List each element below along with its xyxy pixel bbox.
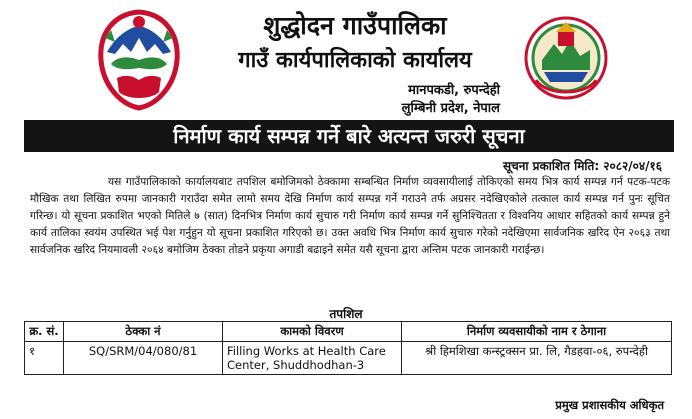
cell-contract-no: SQ/SRM/04/080/81 (64, 342, 223, 375)
details-table (24, 321, 672, 375)
nepal-emblem-icon (93, 8, 185, 112)
header-work-description: कामको विवरण (223, 322, 402, 342)
table-label: तपशिल (329, 307, 363, 321)
municipality-name: शुद्धोदन गाउँपालिका (263, 11, 447, 40)
table-row (25, 342, 672, 375)
signatory-title: प्रमुख प्रशासकीय अधिकृत (555, 398, 664, 412)
office-address: मानपकडी, रुपन्देही (408, 83, 500, 98)
header-contractor: निर्माण व्यवसायीको नाम र ठेगाना (402, 322, 672, 342)
table-header-row (25, 322, 672, 342)
cell-work-description: Filling Works at Health Care Center, Shuddhodhan-3 (223, 342, 402, 375)
cell-contractor: श्री हिमशिखा कन्स्ट्रक्सन प्रा. लि, गैडहवा-०६, रुपन्देही (402, 342, 672, 375)
province-name: लुम्बिनी प्रदेश, नेपाल (401, 101, 500, 116)
notice-title-banner: निर्माण कार्य सम्पन्न गर्ने बारे अत्यन्त जरुरी सूचना (24, 120, 674, 152)
publish-date: सूचना प्रकाशित मिति: २०८२/०४/१६ (502, 159, 662, 173)
notice-body-text: यस गाउँपालिकाको कार्यालयबाट तपशिल बमोजिमको ठेक्कामा सम्बन्धित निर्माण व्यवसायीलाई तोकिएको समय भित्र कार्य सम्पन्न गर्न पटक-पटक मौखिक तथा लिखित रुपमा जानकारी गराउँदा समेत लामो समय देखि निर्माण कार्य सम्पन्न गर्ने गराउने तर्फ अग्रसर नदेखिएकोले तत्काल कार्य सम्पन्न गर्न पुनः सूचित गरिन्छ। यो सूचना प्रकाशित भएको मितिले ७ (सात) दिनभित्र निर्माण कार्य सुचारु गरी निर्माण कार्य सम्पन्न गर्ने सुनिश्चितता र विश्वनिय आधार सहितको कार्य सम्पन्न हुने कार्य तालिका स्वयंम उपस्थित भई पेश गर्नुहुन यो सूचना प्रकाशित गरिएको छ। उक्त अवधि भित्र निर्माण कार्य सुचारु गरेको नदेखिएमा सार्वजनिक खरिद ऐन २०६३ तथा सार्वजनिक खरिद नियमावली २०६४ बमोजिम ठेक्का तोडने प्रकृया अगाडी बढाइने समेत यसै सूचना द्वारा अन्तिम पटक जानकारी गराईन्छ। (30, 176, 670, 256)
header-serial: क्र. सं. (25, 322, 64, 342)
municipality-logo-icon (522, 10, 610, 106)
office-name: गाउँ कार्यपालिकाको कार्यालय (238, 48, 472, 73)
cell-serial: १ (25, 342, 64, 375)
header-contract-no: ठेक्का नं (64, 322, 223, 342)
notice-body (30, 174, 670, 259)
